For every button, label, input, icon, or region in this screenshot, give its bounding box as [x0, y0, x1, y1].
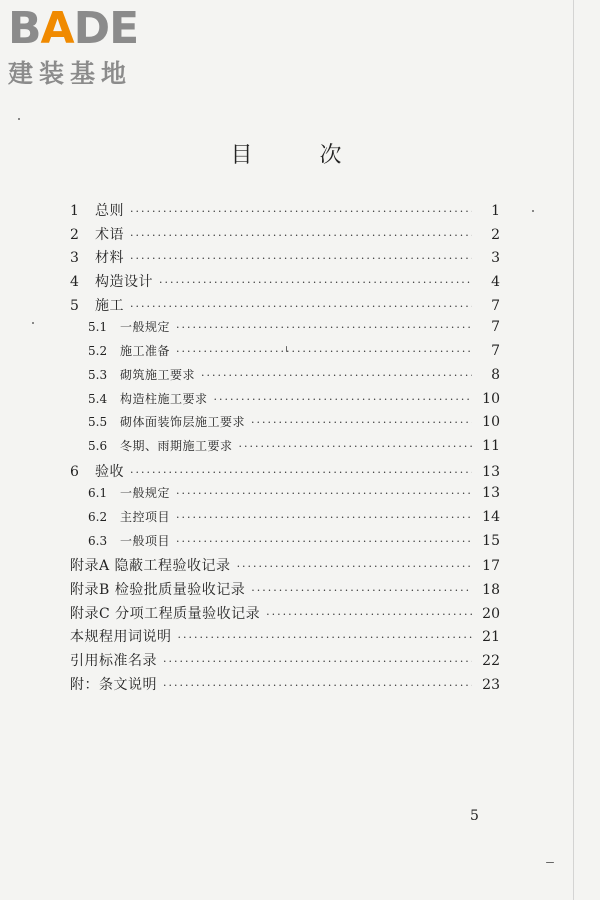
toc-entry — [70, 224, 500, 248]
toc-leader-dots — [176, 321, 472, 334]
scan-speck — [32, 322, 34, 324]
toc-entry-number: 5.6 — [88, 438, 108, 453]
scan-speck — [532, 210, 534, 212]
toc-entry-label: 引用标准名录 — [70, 653, 157, 670]
toc-leader-dots — [130, 466, 472, 479]
toc-entry — [70, 461, 500, 485]
toc-leader-dots — [163, 655, 472, 668]
toc-entry-page: 4 — [491, 274, 500, 291]
toc-entry-page: 3 — [491, 250, 500, 267]
toc-entry-label: 砌筑施工要求 — [120, 367, 196, 382]
toc-entry-page: 18 — [482, 582, 500, 598]
toc-leader-dots — [130, 205, 472, 218]
toc-entry-number: 6.1 — [88, 486, 108, 501]
toc-leader-dots — [130, 229, 472, 242]
toc-entry-label: 冬期、雨期施工要求 — [120, 438, 233, 453]
toc-entry-page: 7 — [491, 297, 500, 314]
toc-entry — [70, 366, 500, 390]
toc-entry — [70, 674, 500, 698]
toc-entry — [70, 626, 500, 650]
toc-entry — [70, 508, 500, 532]
toc-entry-number: 5.4 — [88, 391, 108, 406]
toc-entry-label: 附：条文说明 — [70, 676, 157, 693]
toc-entry-label: 附录A 隐蔽工程验收记录 — [70, 558, 231, 575]
table-of-contents — [70, 200, 500, 697]
toc-entry-label: 附录C 分项工程质量验收记录 — [70, 605, 261, 622]
toc-entry-label: 术语 — [95, 226, 124, 243]
toc-entry — [70, 555, 500, 579]
toc-leader-dots — [266, 608, 472, 621]
toc-entry-number: 6.2 — [88, 509, 108, 524]
toc-entry-page: 14 — [482, 508, 500, 525]
toc-entry-label: 构造柱施工要求 — [120, 391, 208, 406]
toc-entry — [70, 318, 500, 342]
toc-entry-number: 5.3 — [88, 367, 108, 382]
toc-leader-dots — [178, 631, 473, 644]
toc-entry-number: 1 — [70, 203, 79, 219]
toc-entry-label: 主控项目 — [120, 509, 171, 524]
toc-entry-page: 7 — [491, 343, 500, 360]
scan-speck — [286, 346, 287, 352]
toc-leader-dots — [176, 487, 472, 500]
toc-leader-dots — [159, 276, 472, 289]
toc-entry — [70, 342, 500, 366]
toc-entry-number: 6 — [70, 463, 79, 480]
toc-entry-label: 施工 — [95, 297, 124, 314]
toc-entry-number: 5.2 — [88, 344, 108, 359]
toc-leader-dots — [176, 535, 472, 548]
toc-leader-dots — [251, 416, 472, 429]
toc-entry-label: 附录B 检验批质量验收记录 — [70, 582, 246, 598]
toc-entry-page: 22 — [482, 653, 500, 670]
toc-entry-label: 总则 — [95, 203, 124, 219]
toc-leader-dots — [251, 584, 472, 597]
toc-entry-page: 2 — [491, 226, 500, 243]
toc-entry-page: 7 — [491, 319, 500, 336]
scan-speck — [18, 118, 20, 120]
toc-entry-page: 1 — [491, 203, 500, 219]
scan-speck — [546, 862, 554, 863]
toc-entry-label: 一般规定 — [120, 320, 171, 335]
toc-leader-dots — [201, 369, 472, 382]
toc-leader-dots — [130, 300, 472, 313]
toc-entry — [70, 437, 500, 461]
toc-entry — [70, 579, 500, 603]
brand-logo — [8, 4, 178, 99]
toc-leader-dots — [163, 679, 472, 692]
toc-entry — [70, 390, 500, 414]
toc-entry — [70, 200, 500, 224]
page-number: 5 — [470, 808, 479, 824]
toc-entry — [70, 650, 500, 674]
toc-entry-label: 构造设计 — [95, 274, 153, 291]
toc-entry — [70, 532, 500, 556]
toc-leader-dots — [239, 440, 472, 453]
toc-entry-page: 10 — [482, 390, 500, 407]
toc-entry-label: 施工准备 — [120, 344, 171, 359]
toc-entry-label: 砌体面装饰层施工要求 — [120, 415, 246, 430]
toc-entry-page: 10 — [482, 414, 500, 431]
toc-entry-number: 5 — [70, 297, 79, 314]
toc-entry — [70, 413, 500, 437]
toc-entry-label: 一般项目 — [120, 533, 171, 548]
toc-entry-page: 21 — [482, 629, 500, 646]
toc-entry-label: 材料 — [95, 250, 124, 267]
toc-leader-dots — [176, 511, 472, 524]
toc-entry — [70, 484, 500, 508]
toc-entry-number: 6.3 — [88, 533, 108, 548]
toc-entry-page: 13 — [482, 463, 500, 480]
toc-entry-page: 15 — [482, 532, 500, 549]
toc-entry-label: 验收 — [95, 463, 124, 480]
scan-edge-line — [573, 0, 574, 900]
toc-entry-number: 3 — [70, 250, 79, 267]
page-title: 目 次 — [230, 143, 372, 168]
toc-leader-dots — [237, 560, 472, 573]
toc-entry-number: 2 — [70, 226, 79, 243]
toc-entry-number: 5.5 — [88, 415, 108, 430]
toc-entry-page: 13 — [482, 485, 500, 502]
toc-entry-label: 一般规定 — [120, 486, 171, 501]
logo-subtitle: 建装基地 — [8, 59, 133, 88]
logo-wordmark: BADE — [8, 3, 139, 54]
toc-entry-page: 17 — [482, 558, 500, 575]
toc-leader-dots — [176, 345, 472, 358]
toc-entry-page: 23 — [482, 676, 500, 693]
toc-entry — [70, 247, 500, 271]
toc-entry — [70, 603, 500, 627]
toc-entry-page: 11 — [482, 437, 500, 454]
toc-entry-label: 本规程用词说明 — [70, 629, 172, 646]
toc-entry-page: 8 — [491, 366, 500, 383]
toc-leader-dots — [130, 252, 472, 265]
toc-entry-number: 5.1 — [88, 320, 108, 335]
toc-entry-number: 4 — [70, 274, 79, 291]
toc-entry — [70, 271, 500, 295]
toc-entry-page: 20 — [482, 605, 500, 622]
toc-entry — [70, 295, 500, 319]
toc-leader-dots — [214, 393, 472, 406]
